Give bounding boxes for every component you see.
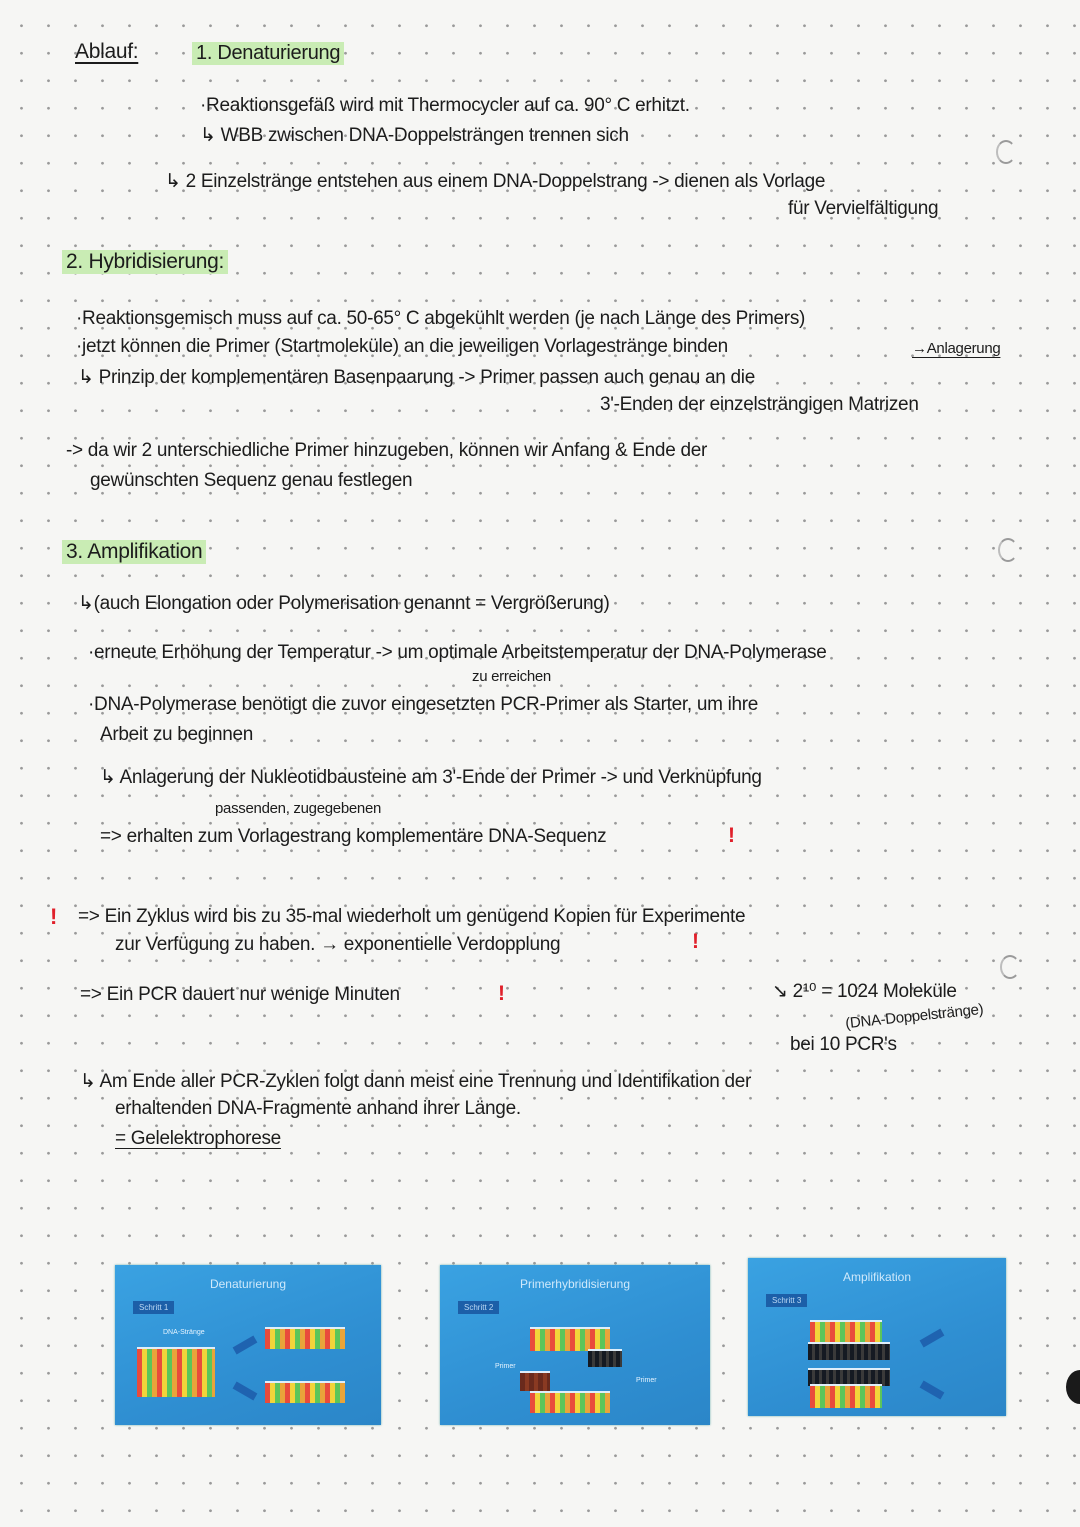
calc-note: (DNA-Doppelstränge) (844, 1000, 985, 1033)
note-line: ·Reaktionsgemisch muss auf ca. 50-65° C abgekühlt werden (je nach Länge des Primers) (76, 308, 806, 329)
note-line: ↳ Am Ende aller PCR-Zyklen folgt dann meist eine Trennung und Identifikation der (80, 1071, 752, 1092)
note-line: Arbeit zu beginnen (100, 724, 254, 745)
note-line: zur Verfügung zu haben. → exponentielle Verdopplung (115, 934, 561, 955)
note-line: ·erneute Erhöhung der Temperatur -> um optimale Arbeitstemperatur der DNA-Polymerase (88, 642, 827, 663)
slide-label: Primer (636, 1377, 657, 1384)
slide-title: Amplifikation (842, 1270, 912, 1284)
calc-note: bei 10 PCR's (790, 1034, 897, 1055)
dna-single-strand (265, 1327, 345, 1349)
binder-hole (1000, 955, 1020, 979)
dna-single-strand (530, 1327, 610, 1351)
note-line: ↳ 2 Einzelstränge entstehen aus einem DNA-Doppelstrang -> dienen als Vorlage (165, 171, 826, 192)
note-line: ↳ Prinzip der komplementären Basenpaarung -> Primer passen auch genau an die (78, 367, 756, 388)
dna-single-strand (530, 1391, 610, 1413)
arrow-icon (233, 1382, 258, 1401)
important-mark: ! (50, 904, 58, 929)
slide-label: Primer (495, 1363, 516, 1370)
note-line: => Ein PCR dauert nur wenige Minuten (80, 984, 400, 1005)
primer (520, 1371, 550, 1391)
arrow-icon (920, 1381, 945, 1400)
exclamation-mark: ! (692, 930, 699, 953)
note-line: ·Reaktionsgefäß wird mit Thermocycler auf ca. 90° C erhitzt. (200, 95, 690, 116)
step-badge: Schritt 2 (458, 1301, 499, 1314)
arrow-icon (233, 1336, 258, 1355)
step-badge: Schritt 3 (766, 1294, 807, 1307)
keyword-gelelektrophorese: = Gelelektrophorese (115, 1128, 281, 1149)
step-badge: Schritt 1 (133, 1301, 174, 1314)
note-line: ↳(auch Elongation oder Polymerisation genannt = Vergrößerung) (78, 593, 610, 614)
section-title-amplifikation: 3. Amplifikation (62, 540, 206, 564)
note-line: ·DNA-Polymerase benötigt die zuvor eingesetzten PCR-Primer als Starter, um ihre (88, 694, 759, 715)
slide-amplifikation (748, 1258, 1006, 1416)
binder-ring (1066, 1370, 1080, 1404)
slide-primerhybridisierung (440, 1265, 710, 1425)
new-strand (808, 1342, 890, 1360)
note-line: => erhalten zum Vorlagestrang komplementäre DNA-Sequenz (100, 826, 607, 847)
note-line: erhaltenden DNA-Fragmente anhand ihrer Länge. (115, 1098, 521, 1119)
exclamation-mark: ! (728, 824, 735, 847)
slide-title: Denaturierung (209, 1277, 287, 1291)
calc-line: ↘ 2¹⁰ = 1024 Moleküle (772, 981, 957, 1002)
note-line: 3'-Enden der einzelsträngigen Matrizen (600, 394, 919, 415)
note-line: zu erreichen (472, 668, 551, 685)
dna-strand (810, 1320, 882, 1344)
note-line: -> da wir 2 unterschiedliche Primer hinzugeben, können wir Anfang & Ende der (66, 440, 708, 461)
heading-ablauf: Ablauf: (75, 40, 139, 63)
slide-denaturierung (115, 1265, 381, 1425)
dna-single-strand (265, 1381, 345, 1403)
dna-double-strand (137, 1347, 215, 1397)
exclamation-mark: ! (498, 982, 505, 1005)
note-line: gewünschten Sequenz genau festlegen (90, 470, 413, 491)
binder-hole (998, 538, 1018, 562)
note-line: ↳ Anlagerung der Nukleotidbausteine am 3'-Ende der Primer -> und Verknüpfung (100, 767, 762, 788)
binder-hole (996, 140, 1016, 164)
slide-title: Primerhybridisierung (519, 1277, 631, 1291)
note-insert: passenden, zugegebenen (215, 800, 382, 817)
section-title-hybridisierung: 2. Hybridisierung: (62, 250, 228, 274)
note-line: ↳ WBB zwischen DNA-Doppelsträngen trennen sich (200, 125, 629, 146)
note-line: ·jetzt können die Primer (Startmoleküle) an die jeweiligen Vorlagestränge binden (76, 336, 728, 357)
primer (588, 1349, 622, 1367)
keyword-anlagerung: →Anlagerung (912, 340, 1001, 357)
arrow-icon (920, 1329, 945, 1348)
note-line: für Vervielfältigung (788, 198, 939, 219)
slide-label: DNA-Stränge (163, 1329, 205, 1336)
section-title-denaturierung: 1. Denaturierung (192, 42, 344, 65)
dna-strand (810, 1384, 882, 1408)
note-line: => Ein Zyklus wird bis zu 35-mal wiederholt um genügend Kopien für Experimente (78, 906, 746, 927)
